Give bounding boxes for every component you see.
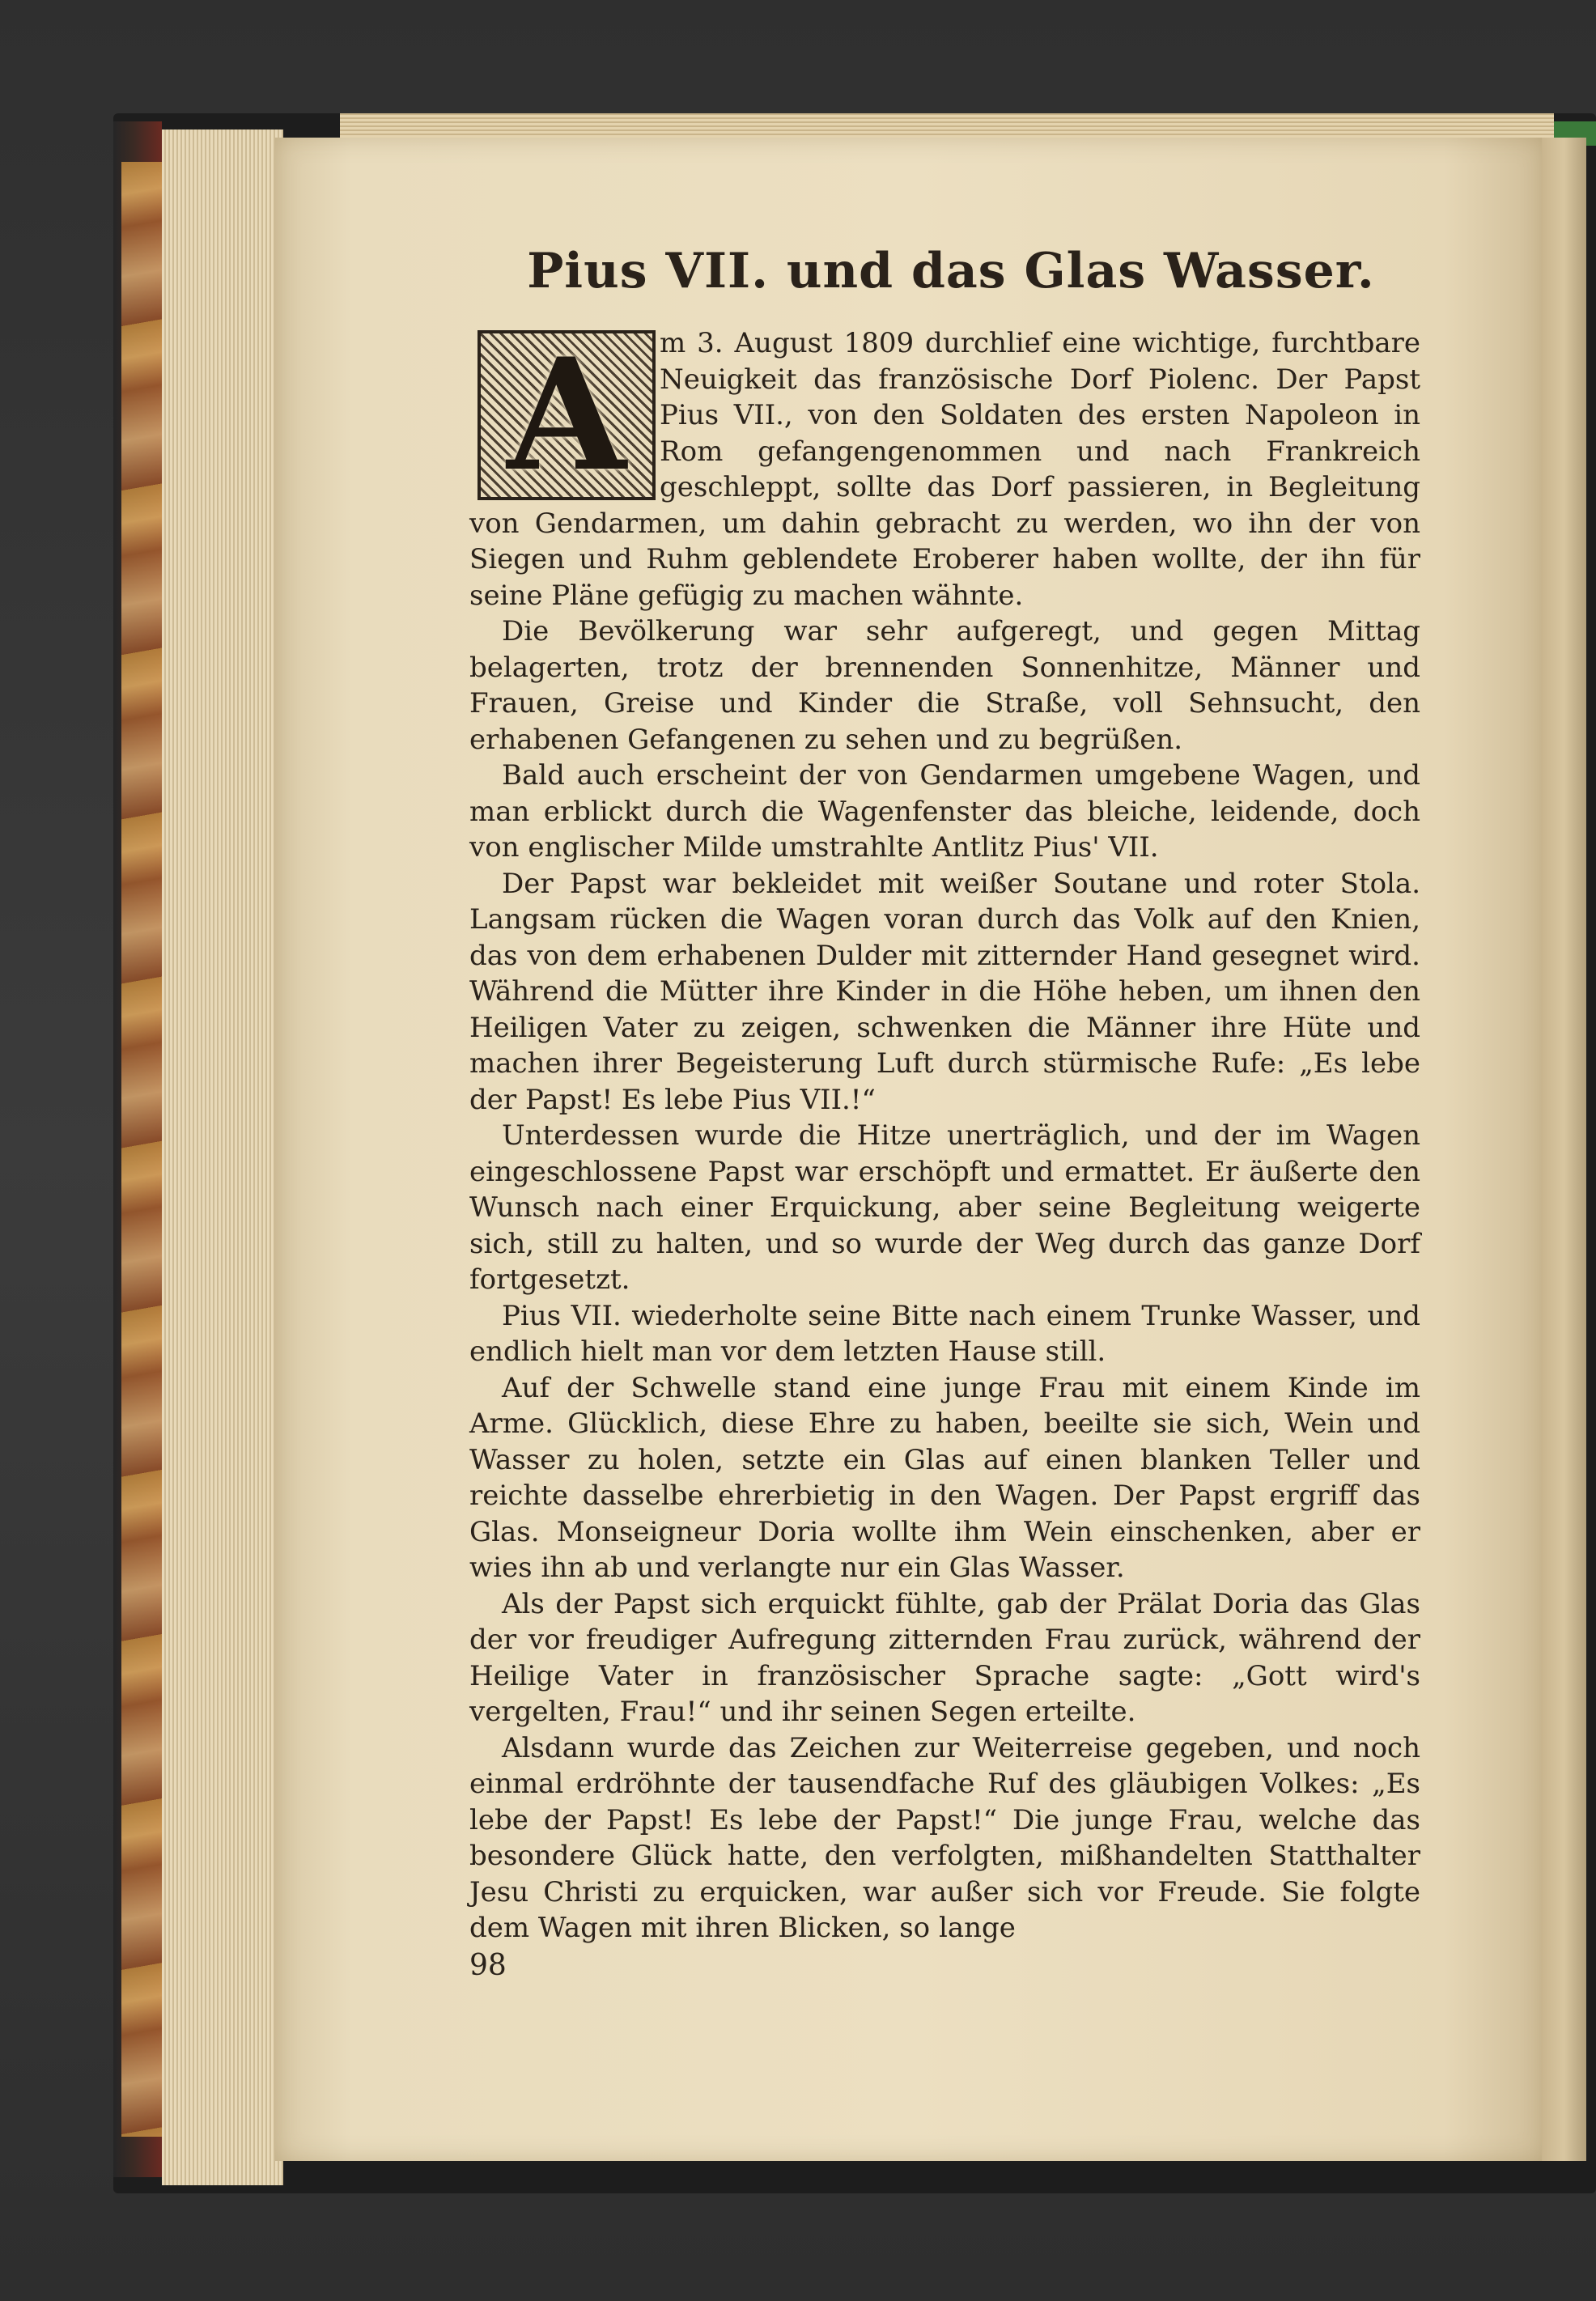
- paragraph: Der Papst war bekleidet mit weißer Soutane und roter Stola. Langsam rücken die Wagen voran durch das Volk auf den Knien, das von dem erhabenen Dulder mit zitternder Hand gesegnet wird. Während die Mütter ihre Kinder in die Höhe heben, um ihnen den Heiligen Vater zu zeigen, schwenken die Männer ihre Hüte und machen ihrer Begeisterung Luft durch stürmische Rufe: „Es lebe der Papst! Es lebe Pius VII.!“: [469, 867, 1420, 1116]
- paragraph: Bald auch erscheint der von Gendarmen umgebene Wagen, und man erblickt durch die Wagenfenster das bleiche, leidende, doch von englischer Milde umstrahlte Antlitz Pius' VII.: [469, 759, 1420, 864]
- initial-spacer: [469, 325, 660, 505]
- paragraph: Auf der Schwelle stand eine junge Frau mit einem Kinde im Arme. Glücklich, diese Ehre zu haben, beeilte sie sich, Wein und Wasser zu holen, setzte ein Glas auf einen blanken Teller und reichte dasselbe ehrerbietig in den Wagen. Der Papst ergriff das Glas. Monseigneur Doria wollte ihm Wein einschenken, aber er wies ihn ab und verlangte nur ein Glas Wasser.: [469, 1371, 1420, 1584]
- paragraph: Als der Papst sich erquickt fühlte, gab der Prälat Doria das Glas der vor freudiger Aufregung zitternden Frau zurück, während der Heilige Vater in französischer Sprache sagte: „Gott wird's vergelten, Frau!“ und ihr seinen Segen erteilte.: [469, 1587, 1420, 1728]
- page-number: 98: [469, 1949, 507, 1982]
- paragraph: Die Bevölkerung war sehr aufgeregt, und gegen Mittag belagerten, trotz der brennenden Sonnenhitze, Männer und Frauen, Greise und Kinder die Straße, voll Sehnsucht, den erhabenen Gefangenen zu sehen und zu begrüßen.: [469, 615, 1420, 756]
- page-stack-edge: [162, 129, 283, 2185]
- initial-letter: A: [507, 325, 626, 505]
- page-right-edge: [1542, 138, 1586, 2161]
- body-text: [469, 325, 1420, 1947]
- paragraph: Alsdann wurde das Zeichen zur Weiterreise gegeben, und noch einmal erdröhnte der tausendfache Ruf des gläubigen Volkes: „Es lebe der Papst! Es lebe der Papst!“ Die junge Frau, welche das besondere Glück hatte, den verfolgten, mißhandelten Statthalter Jesu Christi zu erquicken, war außer sich vor Freude. Sie folgte dem Wagen mit ihren Blicken, so lange: [469, 1731, 1420, 1944]
- paragraph: m 3. August 1809 durchlief eine wichtige, furchtbare Neuigkeit das französische Dorf Piolenc. Der Papst Pius VII., von den Soldaten des ersten Napoleon in Rom gefangengenommen und nach Frankreich geschleppt, sollte das Dorf passieren, in Begleitung von Gendarmen, um dahin gebracht zu werden, wo ihn der von Siegen und Ruhm geblendete Eroberer haben wollte, der ihn für seine Pläne gefügig zu machen wähnte.: [469, 327, 1420, 612]
- paragraph: Unterdessen wurde die Hitze unerträglich, und der im Wagen eingeschlossene Papst war erschöpft und ermattet. Er äußerte den Wunsch nach einer Erquickung, aber seine Begleitung weigerte sich, still zu halten, und so wurde der Weg durch das ganze Dorf fortgesetzt.: [469, 1119, 1420, 1296]
- page-title: Pius VII. und das Glas Wasser.: [527, 243, 1375, 299]
- paragraph: Pius VII. wiederholte seine Bitte nach einem Trunke Wasser, und endlich hielt man vor dem letzten Hause still.: [469, 1299, 1420, 1368]
